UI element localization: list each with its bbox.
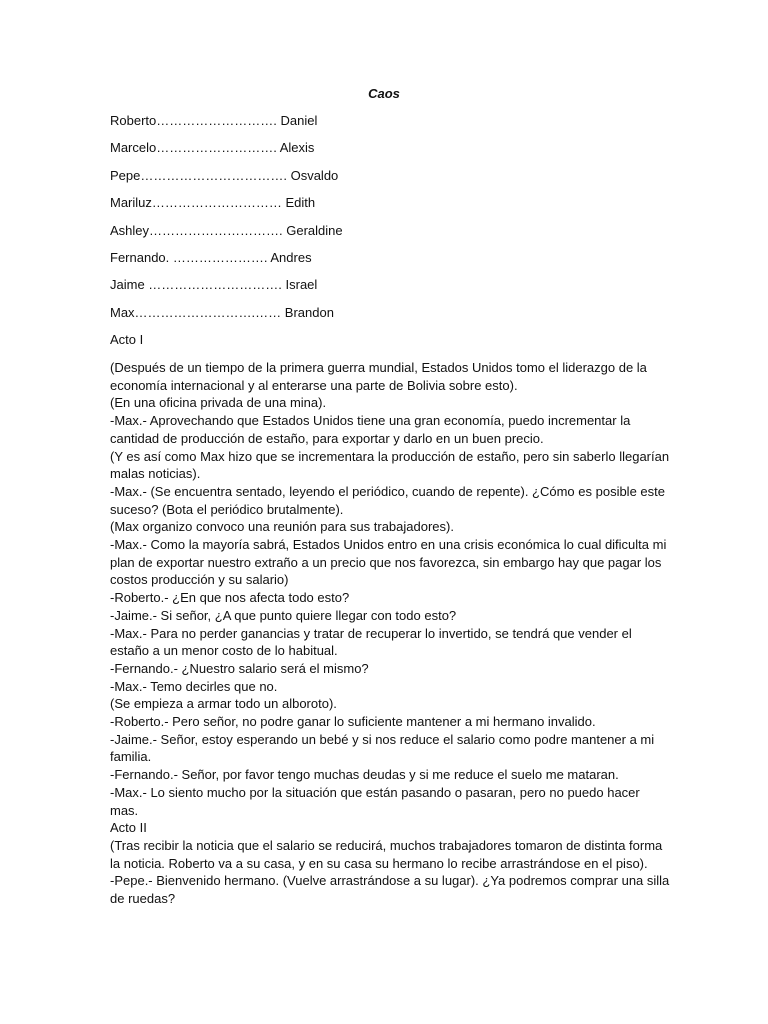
stage-direction: (Y es así como Max hizo que se incrementara la producción de estaño, pero sin saberlo llegarían malas noticias). xyxy=(110,448,670,482)
stage-direction: (Tras recibir la noticia que el salario se reducirá, muchos trabajadores tomaron de distinta forma la noticia. Roberto va a su casa, y en su casa su hermano lo recibe arrastrándose en el piso). xyxy=(110,837,663,871)
cast-line: Mariluz………………………… Edith xyxy=(110,195,316,211)
dialogue-line: -Max.- Lo siento mucho por la situación que están pasando o pasaran, pero no puedo hacer mas. xyxy=(110,784,640,818)
dialogue-line: -Fernando.- Señor, por favor tengo muchas deudas y si me reduce el suelo me mataran. xyxy=(110,767,619,783)
document-title: Caos xyxy=(368,86,400,101)
dialogue-line: -Max.- Como la mayoría sabrá, Estados Unidos entro en una crisis económica lo cual dificulta mi plan de exportar nuestro extraño a un precio que nos favorezca, sin embargo hay que pagar los costos producción y su salario) xyxy=(110,537,667,588)
dialogue-line: -Max.- (Se encuentra sentado, leyendo el periódico, cuando de repente). ¿Cómo es posible este suceso? (Bota el periódico brutalmente). xyxy=(110,483,665,517)
cast-line: Marcelo………………………. Alexis xyxy=(110,140,315,156)
script-body xyxy=(110,359,670,908)
stage-direction: (Max organizo convoco una reunión para sus trabajadores). xyxy=(110,519,454,535)
dialogue-line: -Pepe.- Bienvenido hermano. (Vuelve arrastrándose a su lugar). ¿Ya podremos comprar una silla de ruedas? xyxy=(110,873,670,907)
dialogue-line: -Max.- Para no perder ganancias y tratar de recuperar lo invertido, se tendrá que vender el estaño a un menor costo de lo habitual. xyxy=(110,625,632,659)
act-heading: Acto II xyxy=(110,820,147,836)
dialogue-line: -Roberto.- Pero señor, no podre ganar lo suficiente mantener a mi hermano invalido. xyxy=(110,714,596,730)
cast-line: Pepe……………………………. Osvaldo xyxy=(110,167,339,183)
cast-line: Ashley…………………………. Geraldine xyxy=(110,222,343,238)
dialogue-line: -Jaime.- Señor, estoy esperando un bebé y si nos reduce el salario como podre mantener a mi familia. xyxy=(110,731,655,765)
dialogue-line: -Max.- Temo decirles que no. xyxy=(110,678,278,694)
cast-line: Fernando. …………………. Andres xyxy=(110,249,312,265)
cast-line: Max……………………….…… Brandon xyxy=(110,304,334,320)
stage-direction: (Después de un tiempo de la primera guerra mundial, Estados Unidos tomo el liderazgo de la economía internacional y al enterarse una parte de Bolivia sobre esto). xyxy=(110,360,647,393)
act-heading: Acto I xyxy=(110,332,144,348)
cast-line: Roberto………………………. Daniel xyxy=(110,113,318,128)
dialogue-line: -Roberto.- ¿En que nos afecta todo esto? xyxy=(110,590,350,606)
stage-direction: (Se empieza a armar todo un alboroto). xyxy=(110,696,337,712)
cast-line: Jaime …………………………. Israel xyxy=(110,277,318,293)
dialogue-line: -Max.- Aprovechando que Estados Unidos tiene una gran economía, puedo incrementar la cantidad de producción de estaño, para exportar y darlo en un buen precio. xyxy=(110,413,631,446)
dialogue-line: -Jaime.- Si señor, ¿A que punto quiere llegar con todo esto? xyxy=(110,607,457,623)
dialogue-line: -Fernando.- ¿Nuestro salario será el mismo? xyxy=(110,660,369,676)
cast-list xyxy=(110,112,670,359)
stage-direction: (En una oficina privada de una mina). xyxy=(110,395,327,411)
